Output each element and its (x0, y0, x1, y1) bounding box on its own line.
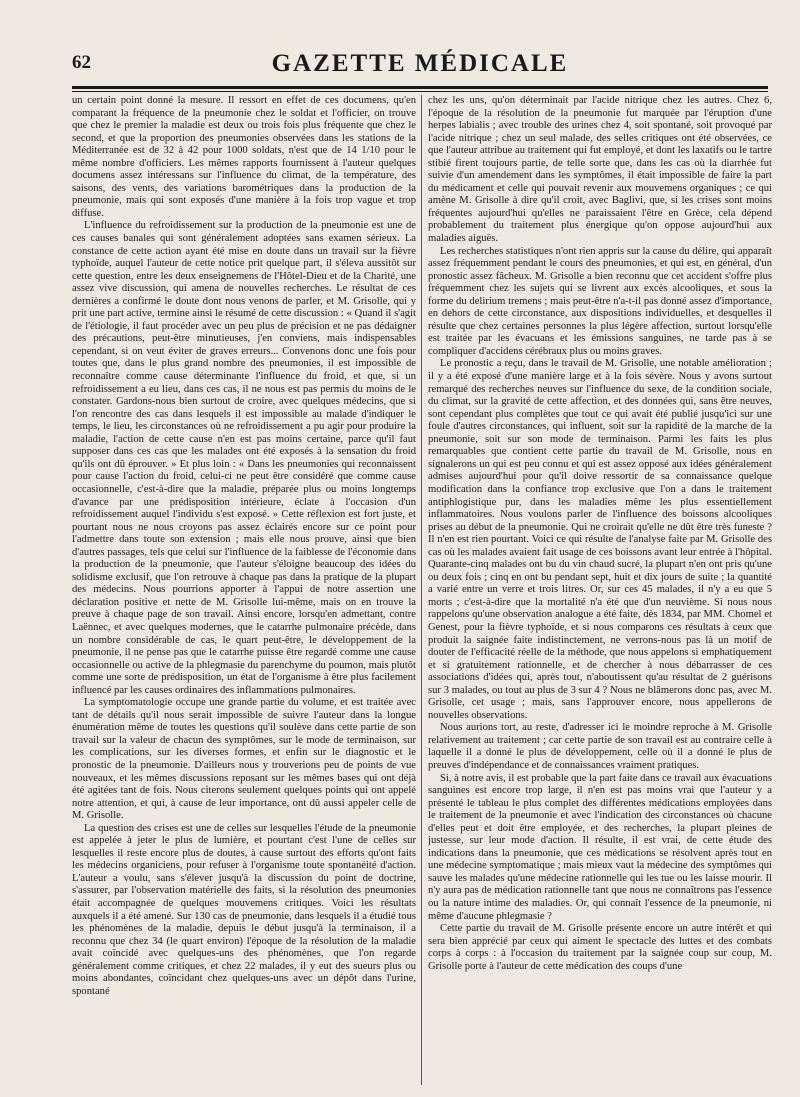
column-divider (421, 95, 422, 1085)
paragraph: Nous aurions tort, au reste, d'adresser ici le moindre reproche à M. Grisolle relativement au traitement ; car cette partie de son travail est au contraire celle à laquelle il a donné le plus de développement, celle où il a donné le plus de preuves d'indépendance et de connaissances vraiment pratiques. (428, 722, 772, 771)
left-column (72, 95, 416, 1085)
journal-title: GAZETTE MÉDICALE (271, 50, 569, 77)
page-header (72, 50, 768, 84)
page-number: 62 (72, 52, 91, 73)
paragraph: Les recherches statistiques n'ont rien appris sur la cause du délire, qui apparaît assez fréquemment pendant le cours des pneumonies, et qui est, en général, d'un pronostic assez fâcheux. M. Grisolle a bien reconnu que cet accident s'offre plus fréquemment chez les sujets qui se livrent aux excès alcooliques, et sous la forme du delirium tremens ; mais peut-être n'a-t-il pas donné assez d'importance, en dehors de cette circonstance, aux dispositions individuelles, et desquelles il résulte que chez certaines personnes la plus légère affection, surtout lorsqu'elle est traitée par les évacuans et les émissions sanguines, ne tarde pas à se compliquer d'accidens cérébraux plus ou moins graves. (428, 245, 772, 357)
paragraph: La question des crises est une de celles sur lesquelles l'étude de la pneumonie est appelée à jeter le plus de lumière, et pourtant c'est l'une de celles sur lesquelles il reste encore plus de doutes, à cause surtout des efforts qu'ont faits les médecins organiciens, pour refuser à l'organisme toute spontanéité d'action. L'auteur a voulu, sans s'élever jusqu'à la discussion du point de doctrine, s'assurer, par l'observation matérielle des faits, si la résolution des pneumonies était accompagnée de quelques mouvemens critiques. Voici les résultats auxquels il a été amené. Sur 130 cas de pneumonie, dans lesquels il a étudié tous les phénomènes de la maladie, depuis le début jusqu'à la terminaison, il a reconnu que chez 34 (le quart environ) l'époque de la résolution de la maladie avait coïncidé avec quelques-uns des phénomènes, que l'on regarde généralement comme critiques, et chez 22 malades, il y eut des sueurs plus ou moins abondantes, coïncidant chez quelques-uns avec un dépôt dans l'urine, spontané (72, 822, 416, 997)
paragraph: Si, à notre avis, il est probable que la part faite dans ce travail aux évacuations sanguines est encore trop large, il n'en est pas moins vrai que l'auteur y a présenté le tableau le plus complet des différentes médications employées dans le traitement de la pneumonie et avec l'indication des circonstances où chacune d'elles peut et doit être employée, et des recherches, la plupart pleines de justesse, sur leur mode d'action. Il résulte, il est vrai, de cette étude des indications dans la pneumonie, que ces médications se résolvent après tout en une médecine symptomatique ; mais mieux vaut la médecine des symptômes qui sauve les malades qu'une médecine rationnelle qui les tue ou les laisse mourir. Il n'y aura pas de médication rationnelle tant que nous ne connaîtrons pas l'essence ou la nature intime des maladies. Or, qui connaît l'essence de la pneumonie, ni même d'aucune phlegmasie ? (428, 772, 772, 922)
right-column (428, 95, 772, 1085)
paragraph: Le pronostic a reçu, dans le travail de M. Grisolle, une notable amélioration ; il y a été exposé d'une manière large et à la fois sévère. Nous y avons surtout remarqué des recherches neuves sur l'influence du sexe, de la condition sociale, du climat, sur la gravité de cette affection, et des données qui, sans être neuves, sont cependant plus complètes que tout ce qui avait été publié jusqu'ici sur une foule d'autres circonstances, qui influent, soit sur la rapidité de la marche de la pneumonie, soit sur son mode de terminaison. Parmi les faits les plus remarquables que contient cette partie du travail de M. Grisolle, nous en signalerons un qui est peu connu et qui est assez opposé aux idées généralement admises aujourd'hui pour qu'il doive ressortir de sa connaissance quelque modification dans la confiance trop exclusive que l'on a dans le traitement antiphlogistique pur, dans les maladies même les plus essentiellement inflammatoires. Nous voulons parler de l'influence des boissons alcooliques prises au début de la pneumonie. Qui ne croirait qu'elle ne dût être très funeste ? Il n'en est rien pourtant. Voici ce qui résulte de l'analyse faite par M. Grisolle des cas où les malades avaient fait usage de ces boissons avant leur entrée à l'hôpital. Quarante-cinq malades ont bu du vin chaud sucré, la plupart n'en ont pris qu'une ou deux fois ; cinq en ont bu pendant sept, huit et dix jours de suite ; la quantité a varié entre un verre et trois litres. Or, sur ces 45 malades, il n'y a eu que 5 morts ; c'est-à-dire que la mortalité n'a été que d'un neuvième. Si nous nous rappelons qu'une observation analogue a été faite, dès 1834, par MM. Chomel et Genest, pour la fièvre typhoïde, et si nous comparons ces résultats à ceux que produit la saignée faite indistinctement, ne verrons-nous pas là un motif de douter de l'efficacité réelle de la méthode, que nous appelons si emphatiquement et si gratuitement rationnelle, et de chercher à nous débarrasser de ces associations d'idées qui, après tout, n'aboutissent qu'au résultat de 2 guérisons sur 3 malades, ou tout au plus de 3 sur 4 ? Nous ne blâmerons donc pas, avec M. Grisolle, cet usage ; mais, sans l'approuver encore, nous appellerons de nouvelles observations. (428, 358, 772, 721)
header-rule-thick (72, 86, 768, 89)
paragraph: L'influence du refroidissement sur la production de la pneumonie est une de ces causes banales qui sont généralement adoptées sans examen sérieux. La constance de cette action ayant été mise en doute dans un travail sur la fièvre typhoïde, auquel l'auteur de cette notice prit quelque part, il s'éleva aussitôt sur cette question, entre les deux enseignemens de l'Hôtel-Dieu et de la Charité, une assez vive discussion, qui amena de nouvelles recherches. Le résultat de ces dernières a confirmé le doute dont nous venons de parler, et M. Grisolle, qui y prit une part active, termine ainsi le résumé de cette discussion : « Quand il s'agit de l'étiologie, il faut procéder avec un peu plus de précision et ne pas dédaigner des précautions, peut-être minutieuses, j'en conviens, mais indispensables cependant, si on veut éviter de graves erreurs... Convenons donc une fois pour toutes que, dans le plus grand nombre des pneumonies, il est impossible de reconnaître comme cause déterminante l'influence du froid, et que, si un refroidissement a eu lieu, dans ces cas, il ne nous est pas permis du moins de le constater. Gardons-nous bien surtout de croire, avec quelques médecins, que si l'on rencontre des cas dans lesquels il est impossible au malade d'indiquer le temps, le lieu, les circonstances où ne refroidissement a pu agir pour produire la maladie, l'action de cette cause n'en est pas moins certaine, parce qu'il faut supposer dans ces cas que les malades ont été exposés à la sensation du froid qu'ils ont dû éprouver. » Et plus loin : « Dans les pneumonies qui reconnaissent pour cause l'action du froid, celui-ci ne peut être considéré que comme cause occasionnelle, c'est-à-dire que la maladie, préparée plus ou moins longtemps d'avance par une prédisposition intérieure, éclate à l'occasion d'un refroidissement auquel l'individu s'est exposé. » Cette réflexion est fort juste, et pourtant nous ne nous croyons pas assez éclairés encore sur ce point pour l'admettre dans toute son extension ; mais elle nous prouve, ainsi que bien d'autres passages, tels que celui sur l'influence de la faiblesse de l'économie dans la production de la pneumonie, que l'auteur s'éloigne beaucoup des idées du solidisme exclusif, que l'on retrouve à chaque pas dans la pratique de la plupart des médecins. Nous pourrions apporter à l'appui de notre assertion une déclaration positive et nette de M. Grisolle lui-même, mais on en trouve la preuve à chaque page de son travail. Ainsi encore, lorsqu'en admettant, contre Laënnec, et avec quelques modernes, que le catarrhe pulmonaire précède, dans un nombre considérable de cas, le quart peut-être, le développement de la pneumonie, il ne pense pas que le catarrhe puisse être regardé comme une cause occasionnelle ou active de la phlegmasie du parenchyme du poumon, mais plutôt comme une sorte de prédisposition, un état de l'organisme à être plus facilement influencé par les causes ordinaires des inflammations pulmonaires. (72, 220, 416, 696)
paragraph: un certain point donné la mesure. Il ressort en effet de ces documens, qu'en comparant la fréquence de la pneumonie chez le soldat et l'officier, on trouve que chez le premier la maladie est deux ou trois fois plus fréquente que chez le second, et que la proportion des pneumonies observées dans les stations de la Méditerranée est de 32 à 42 pour 1000 soldats, n'est que de 14 1/10 pour le même nombre d'officiers. Les mêmes rapports fournissent à l'auteur quelques documens assez intéressans sur l'influence du climat, de la température, des saisons, des vents, des variations barométriques dans la production de la pneumonie, mais qui sont exposés d'une manière à la fois trop vague et trop diffuse. (72, 95, 416, 219)
paragraph: chez les uns, qu'on déterminait par l'acide nitrique chez les autres. Chez 6, l'époque de la résolution de la pneumonie fut marquée par l'éruption d'une herpes labialis ; avec trouble des urines chez 4, soit spontané, soit provoqué par l'acide nitrique ; chez un seul malade, des selles critiques ont été observées, ce que l'auteur attribue au traitement qui fut employé, et dont les laxatifs ou le tartre stibié firent toujours partie, de telle sorte que, dans les cas où la diarrhée fut suivie d'un amendement dans les symptômes, il était impossible de faire la part du médicament et celle qui pouvait revenir aux mouvemens organiques ; ce qui amène M. Grisolle à dire qu'il croit, avec Baglivi, que, si les crises sont moins fréquentes aujourd'hui qu'elles ne paraissaient l'être en Grèce, cela dépend probablement du traitement plus énergique qu'on oppose aujourd'hui aux maladies aiguës. (428, 95, 772, 245)
paragraph: La symptomatologie occupe une grande partie du volume, et est traitée avec tant de détails qu'il nous serait impossible de suivre l'auteur dans la longue énumération même de toutes les questions qu'il soulève dans cette partie de son travail sur la valeur de chacun des symptômes, sur le mode de terminaison, sur les complications, sur les diverses formes, et enfin sur le diagnostic et le pronostic de la pneumonie. D'ailleurs nous y trouverions peu de points de vue nouveaux, et les mêmes discussions reposant sur les mêmes bases qui ont déjà été agitées tant de fois. Nous citerons seulement quelques points qui ont appelé notre attention, et qui, à cause de leur importance, ont dû aussi appeler celle de M. Grisolle. (72, 697, 416, 822)
header-rule-thin (72, 91, 768, 92)
paragraph: Cette partie du travail de M. Grisolle présente encore un autre intérêt et qui sera bien apprécié par ceux qui aiment le spectacle des luttes et des combats corps à corps : à l'occasion du traitement par la saignée coup sur coup, M. Grisolle porte à l'auteur de cette médication des coups d'une (428, 923, 772, 972)
